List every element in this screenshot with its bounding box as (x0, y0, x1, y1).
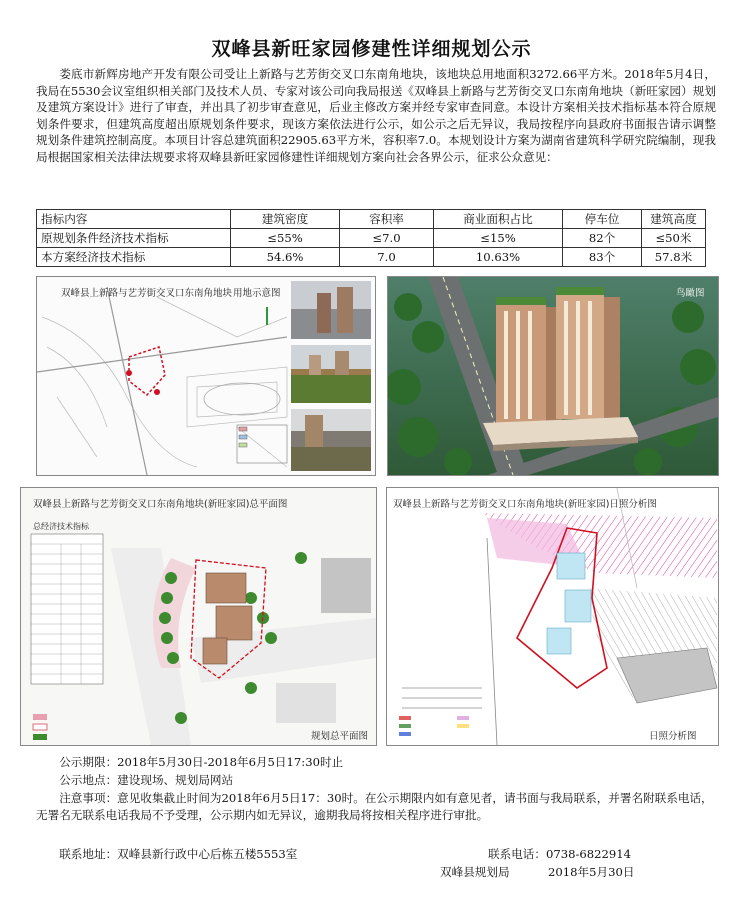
table-header-cell: 指标内容 (37, 210, 231, 229)
table-cell: 54.6% (231, 248, 340, 267)
aerial-label: 鸟瞰图 (676, 288, 705, 299)
master-plan-label: 规划总平面图 (311, 731, 369, 742)
table-cell: 原规划条件经济技术指标 (37, 229, 231, 248)
site-location-title: 双峰县上新路与艺芳街交叉口东南角地块 (61, 288, 233, 299)
site-location-label: 用地示意图 (233, 288, 281, 299)
notice-location: 公示地点：建设现场、规划局网站 (59, 773, 234, 787)
sun-analysis-drawing (387, 488, 718, 745)
table-header-row (37, 210, 706, 229)
site-location-map (36, 276, 376, 476)
table-cell: ≤7.0 (340, 229, 434, 248)
notice-phone: 联系电话：0738-6822914 (488, 847, 632, 861)
table-cell: 57.8米 (642, 248, 706, 267)
table-cell: 83个 (563, 248, 642, 267)
sun-analysis-title: 双峰县上新路与艺芳街交叉口东南角地块(新旺家园)日照分析图 (393, 499, 657, 510)
page-title: 双峰县新旺家园修建性详细规划公示 (211, 38, 532, 60)
indicator-table (36, 209, 706, 267)
table-cell: 82个 (563, 229, 642, 248)
aerial-rendering (388, 277, 718, 475)
intro-paragraph: 娄底市新辉房地产开发有限公司受让上新路与艺芳街交叉口东南角地块，该地块总用地面积3272.66平方米。2018年5月4日，我局在5530会议室组织相关部门及技术人员、专家对该公司向我局报送《双峰县上新路与艺芳街交叉口东南角地块（新旺家园）规划及建筑方案设计》进行了审查，并出具了初步审查意见，后业主修改方案并经专家审查同意。本设计方案相关技术指标基本符合原规划条件要求，但建筑高度超出原规划条件要求，现该方案依法进行公示，如公示之后无异议，我局按程序向县政府书面报告请示调整规划条件建筑控制高度。本项目计容总建筑面积22905.63平方米，容积率7.0。本规划设计方案为湖南省建筑科学研究院编制，现我局根据国家相关法律法规要求将双峰县新旺家园修建性详细规划方案向社会各界公示，征求公众意见： (36, 67, 716, 164)
table-cell: ≤55% (231, 229, 340, 248)
table-cell: 7.0 (340, 248, 434, 267)
master-plan (20, 487, 377, 746)
table-header-cell: 建筑高度 (642, 210, 706, 229)
sun-analysis-label: 日照分析图 (649, 731, 697, 742)
table-header-cell: 停车位 (563, 210, 642, 229)
table-row (37, 229, 706, 248)
table-cell: ≤15% (434, 229, 563, 248)
notice-signature: 双峰县规划局 (440, 865, 510, 879)
notice-note: 注意事项：意见收集截止时间为2018年6月5日17：30时。在公示期限内如有意见者，请书面与我局联系，并署名附联系电话，无署名无联系电话我局不予受理，公示期内如无异议，逾期我局将按相关程序进行审批。 (36, 791, 713, 822)
master-plan-title: 双峰县上新路与艺芳街交叉口东南角地块(新旺家园)总平面图 (33, 499, 288, 510)
table-row (37, 248, 706, 267)
table-header-cell: 商业面积占比 (434, 210, 563, 229)
table-header-cell: 容积率 (340, 210, 434, 229)
aerial-view (387, 276, 719, 476)
master-plan-table-title: 总经济技术指标 (33, 522, 89, 531)
table-cell: 本方案经济技术指标 (37, 248, 231, 267)
table-header-cell: 建筑密度 (231, 210, 340, 229)
table-cell: 10.63% (434, 248, 563, 267)
notice-period: 公示期限：2018年5月30日-2018年6月5日17:30时止 (59, 755, 344, 769)
notice-address: 联系地址：双峰县新行政中心后栋五楼5553室 (59, 847, 298, 861)
notice-date: 2018年5月30日 (548, 865, 635, 879)
table-cell: ≤50米 (642, 229, 706, 248)
sun-analysis (386, 487, 719, 746)
site-map-drawing (37, 277, 375, 475)
